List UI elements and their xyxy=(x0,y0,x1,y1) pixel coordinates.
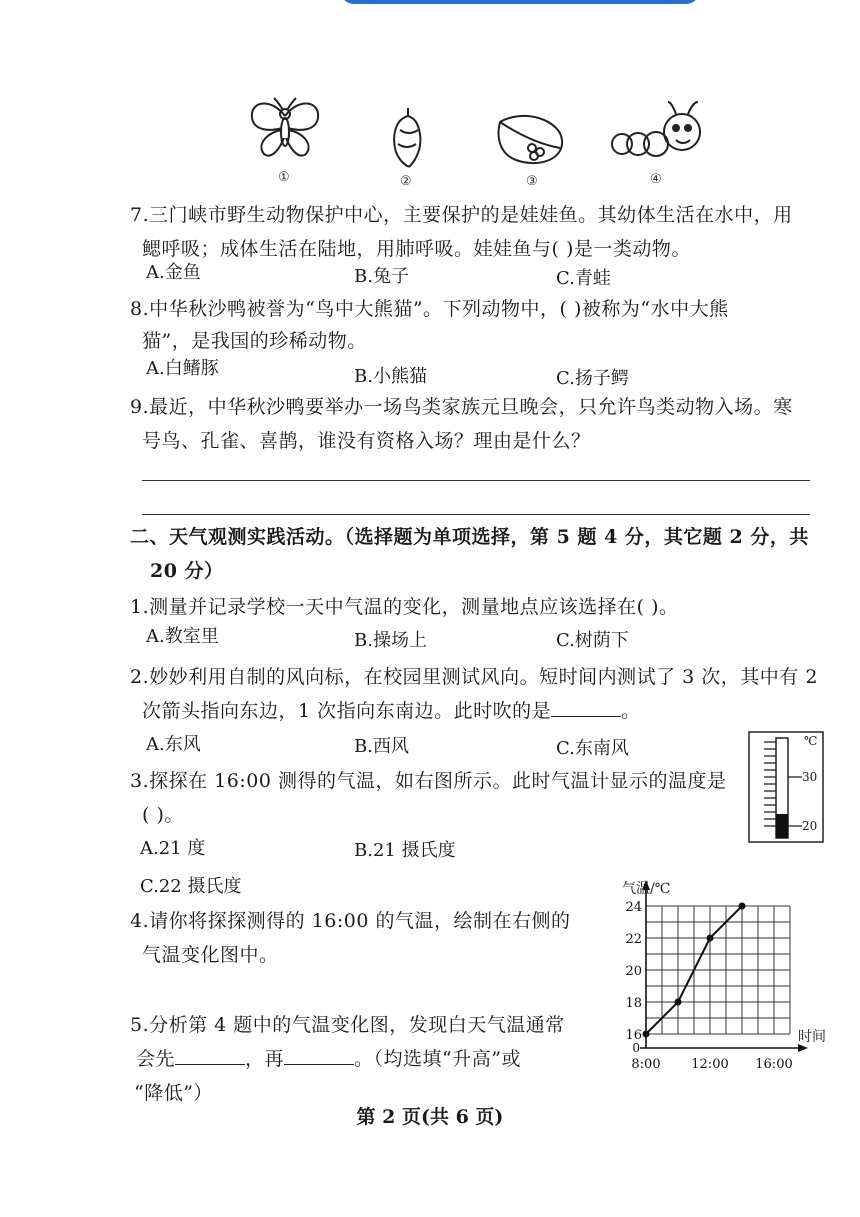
temperature-point xyxy=(643,1031,650,1038)
pupa-figure xyxy=(386,104,430,170)
temperature-chart-svg xyxy=(590,872,840,1082)
s2q3-option-a: A.21 度 xyxy=(140,838,206,859)
s2q1-line1: 1.测量并记录学校一天中气温的变化，测量地点应该选择在( )。 xyxy=(130,596,679,618)
chart-ylabel: 气温/℃ xyxy=(622,881,671,897)
s2q5-line2 xyxy=(136,1044,521,1071)
x-tick-label: 12:00 xyxy=(691,1057,729,1072)
s2q5-line1: 5.分析第 4 题中的气温变化图，发现白天气温通常 xyxy=(130,1014,565,1036)
s2q5-text-c: 。（均选填“升高”或 xyxy=(354,1048,521,1070)
y-tick-label: 20 xyxy=(625,964,642,979)
q8-option-b: B.小熊猫 xyxy=(354,366,427,387)
s2q2-blank[interactable] xyxy=(551,700,621,717)
s2q4-line1: 4.请你将探探测得的 16:00 的气温，绘制在右侧的 xyxy=(130,910,571,932)
s2q1-option-a: A.教室里 xyxy=(146,626,219,647)
s2q2-option-c: C.东南风 xyxy=(556,738,629,759)
q8-line1: 8.中华秋沙鸭被誉为“鸟中大熊猫”。下列动物中，( )被称为“水中大熊 xyxy=(130,298,729,320)
answer-line-2[interactable] xyxy=(142,514,810,515)
y-tick-label: 22 xyxy=(625,932,642,947)
q8-option-c: C.扬子鳄 xyxy=(556,368,629,389)
figure-label-3: ③ xyxy=(526,174,538,189)
q8-option-a: A.白鳍豚 xyxy=(146,358,219,379)
s2q5-line3: “降低”） xyxy=(134,1082,213,1104)
thermometer-tick-30: 30 xyxy=(802,770,818,784)
s2q2-line2 xyxy=(142,696,641,723)
q9-line1: 9.最近，中华秋沙鸭要举办一场鸟类家族元旦晚会，只允许鸟类动物入场。寒 xyxy=(130,396,793,418)
butterfly-figure xyxy=(244,96,326,166)
q7-line2: 鳃呼吸；成体生活在陆地，用肺呼吸。娃娃鱼与( )是一类动物。 xyxy=(142,238,691,260)
y-tick-label: 18 xyxy=(625,996,642,1011)
s2q3-line2: ( )。 xyxy=(142,804,184,826)
s2q2-line2-end: 。 xyxy=(621,700,641,722)
temperature-point xyxy=(739,903,746,910)
thermometer-tick-20: 20 xyxy=(802,819,818,833)
s2q5-blank-2[interactable] xyxy=(284,1048,354,1065)
temperature-point xyxy=(675,999,682,1006)
scan-top-edge xyxy=(340,0,700,4)
leaf-eggs-figure xyxy=(494,108,568,170)
q7-line1: 7.三门峡市野生动物保护中心，主要保护的是娃娃鱼。其幼体生活在水中，用 xyxy=(130,204,793,226)
page-footer: 第 2 页(共 6 页) xyxy=(356,1106,504,1128)
figure-label-4: ④ xyxy=(650,172,662,187)
x-tick-label: 16:00 xyxy=(755,1057,793,1072)
q7-option-a: A.金鱼 xyxy=(146,262,201,283)
figure-label-1: ① xyxy=(278,170,290,185)
thermometer-unit: ℃ xyxy=(804,734,818,748)
q8-line2: 猫”，是我国的珍稀动物。 xyxy=(142,330,367,352)
s2q2-option-a: A.东风 xyxy=(146,734,201,755)
s2q5-blank-1[interactable] xyxy=(175,1048,245,1065)
s2q1-option-b: B.操场上 xyxy=(354,630,427,651)
s2q2-option-b: B.西风 xyxy=(354,736,409,757)
s2q3-option-c: C.22 摄氏度 xyxy=(140,876,242,897)
chart-xlabel: 时间 xyxy=(798,1029,826,1045)
temperature-chart xyxy=(590,872,840,1082)
thermometer-figure xyxy=(746,730,826,844)
y-tick-label: 16 xyxy=(625,1028,642,1043)
s2q5-text-a: 会先 xyxy=(136,1048,176,1070)
s2q1-option-c: C.树荫下 xyxy=(556,630,629,651)
s2q5-text-b: ，再 xyxy=(245,1048,285,1070)
section2-title-line2: 20 分） xyxy=(150,560,224,582)
y-tick-label: 24 xyxy=(625,900,642,915)
q9-line2: 号鸟、孔雀、喜鹊，谁没有资格入场？理由是什么？ xyxy=(142,430,591,452)
s2q3-option-b: B.21 摄氏度 xyxy=(354,840,456,861)
y-tick-label-zero: 0 xyxy=(632,1041,640,1055)
section2-title-line1: 二、天气观测实践活动。（选择题为单项选择，第 5 题 4 分，其它题 2 分，共 xyxy=(130,526,809,548)
s2q2-line1: 2.妙妙利用自制的风向标，在校园里测试风向。短时间内测试了 3 次，其中有 2 xyxy=(130,666,818,688)
temperature-point xyxy=(707,935,714,942)
caterpillar-figure xyxy=(606,98,706,168)
figure-label-2: ② xyxy=(400,174,412,189)
s2q2-line2-text: 次箭头指向东边，1 次指向东南边。此时吹的是 xyxy=(142,700,552,722)
answer-line-1[interactable] xyxy=(142,480,810,481)
q7-option-c: C.青蛙 xyxy=(556,268,611,289)
x-tick-label: 8:00 xyxy=(631,1057,661,1072)
s2q4-line2: 气温变化图中。 xyxy=(142,944,279,966)
s2q3-line1: 3.探探在 16:00 测得的气温，如右图所示。此时气温计显示的温度是 xyxy=(130,770,727,792)
q7-option-b: B.兔子 xyxy=(354,266,409,287)
